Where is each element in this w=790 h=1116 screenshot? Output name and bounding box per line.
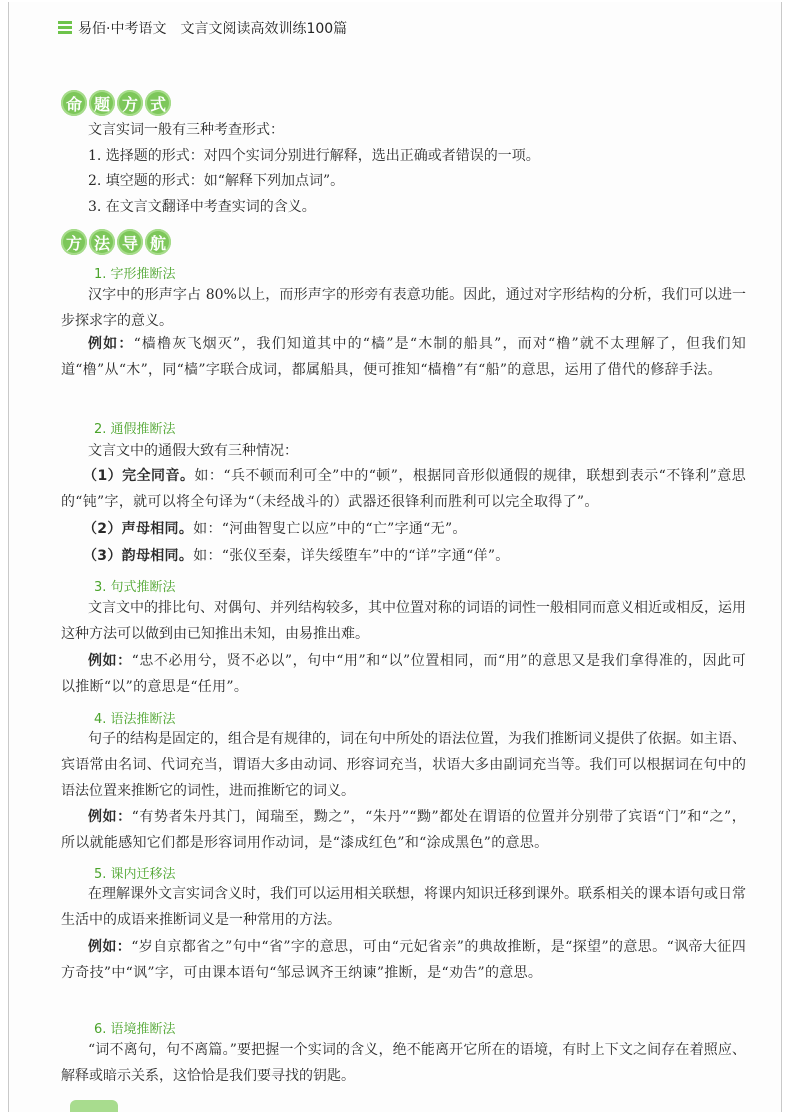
method-paragraph: 汉字中的形声字占 80%以上，而形声字的形旁有表意功能。因此，通过对字形结构的分析，我们可以进一步探求字的意义。	[61, 287, 746, 329]
method-example	[61, 648, 746, 700]
method-title: 4. 语法推断法	[94, 712, 176, 727]
method-title: 3. 句式推断法	[94, 580, 176, 595]
section1-item: 1. 选择题的形式：对四个实词分别进行解释，选出正确或者错误的一项。	[88, 148, 540, 164]
badge-char: 式	[145, 90, 171, 116]
case-label: （3）韵母相同。	[83, 548, 194, 564]
method-example	[61, 331, 746, 383]
case-label: （1）完全同音。	[83, 468, 195, 484]
badge-char: 方	[61, 229, 87, 255]
method-title: 5. 课内迁移法	[94, 867, 176, 882]
method-title: 6. 语境推断法	[94, 1022, 176, 1037]
badge-char: 命	[61, 90, 87, 116]
example-text: “岁自京都省之”句中“省”字的意思，可由“元妃省亲”的典故推断，是“探望”的意思。“讽帝大征四方奇技”中“讽”字，可由课本语句“邹忌讽齐王纳谏”推断，是“劝告”的意思。	[61, 939, 746, 981]
header-brand: 易佰·中考语文	[78, 21, 167, 37]
example-label: 例如：	[88, 939, 132, 955]
section-badge-method-guide	[61, 229, 171, 255]
next-section-badge-edge	[70, 1100, 118, 1112]
case-text: 如：“河曲智叟亡以应”中的“亡”字通“无”。	[193, 521, 467, 537]
case-text: 如：“兵不顿而利可全”中的“顿”，根据同音形似通假的规律，联想到表示“不锋利”意思的“钝”字，就可以将全句译为“（未经战斗的）武器还很锋利而胜利可以完全取得了”。	[61, 468, 746, 510]
example-text: “有势者朱丹其门，闻瑞至，黝之”，“朱丹”“黝”都处在谓语的位置并分别带了宾语“门”和“之”，所以就能感知它们都是形容词用作动词，是“漆成红色”和“涂成黑色”的意思。	[61, 809, 747, 851]
example-label: 例如：	[88, 653, 132, 669]
header-book-title: 文言文阅读高效训练100篇	[180, 21, 348, 37]
section1-item: 3. 在文言文翻译中考查实词的含义。	[88, 199, 316, 215]
method-paragraph: 句子的结构是固定的，组合是有规律的，词在句中所处的语法位置，为我们推断词义提供了依据。如主语、宾语常由名词、代词充当，谓语大多由动词、形容词充当，状语大多由副词充当等。我们可以根据词在句中的语法位置来推断它的词性，进而推断它的词义。	[61, 731, 746, 799]
method-paragraph: 在理解课外文言实词含义时，我们可以运用相关联想，将课内知识迁移到课外。联系相关的课本语句或日常生活中的成语来推断词义是一种常用的方法。	[61, 886, 746, 928]
page-header	[58, 18, 347, 38]
method-example	[61, 804, 746, 856]
method-intro: 文言文中的通假大致有三种情况：	[88, 443, 298, 459]
example-label: 例如：	[88, 809, 132, 825]
header-bars-icon	[58, 20, 72, 36]
method-example	[61, 934, 746, 986]
section1-item: 2. 填空题的形式：如“解释下列加点词”。	[88, 173, 345, 189]
method-title: 2. 通假推断法	[94, 422, 176, 437]
section-badge-question-format	[61, 90, 171, 116]
section1-intro: 文言实词一般有三种考查形式：	[88, 122, 284, 138]
example-text: “忠不必用兮，贤不必以”，句中“用”和“以”位置相同，而“用”的意思又是我们拿得准的，因此可以推断“以”的意思是“任用”。	[61, 653, 746, 695]
example-label: 例如：	[88, 336, 134, 352]
badge-char: 题	[89, 90, 115, 116]
badge-char: 法	[89, 229, 115, 255]
case-label: （2）声母相同。	[83, 521, 194, 537]
method-paragraph: 文言文中的排比句、对偶句、并列结构较多，其中位置对称的词语的词性一般相同而意义相近或相反，运用这种方法可以做到由已知推出未知，由易推出难。	[61, 600, 746, 642]
method-case	[61, 463, 746, 515]
method-title: 1. 字形推断法	[94, 267, 176, 282]
badge-char: 航	[145, 229, 171, 255]
case-text: 如：“张仪至秦，详失绥堕车”中的“详”字通“佯”。	[193, 548, 510, 564]
badge-char: 方	[117, 90, 143, 116]
method-case	[61, 543, 746, 569]
badge-char: 导	[117, 229, 143, 255]
method-case	[61, 516, 746, 542]
example-text: “樯橹灰飞烟灭”，我们知道其中的“樯”是“木制的船具”，而对“橹”就不太理解了，但我们知道“橹”从“木”，同“樯”字联合成词，都属船具，便可推知“樯橹”有“船”的意思，运用了借代的修辞手法。	[61, 336, 746, 378]
method-paragraph: “词不离句，句不离篇。”要把握一个实词的含义，绝不能离开它所在的语境，有时上下文之间存在着照应、解释或暗示关系，这恰恰是我们要寻找的钥匙。	[61, 1042, 746, 1084]
